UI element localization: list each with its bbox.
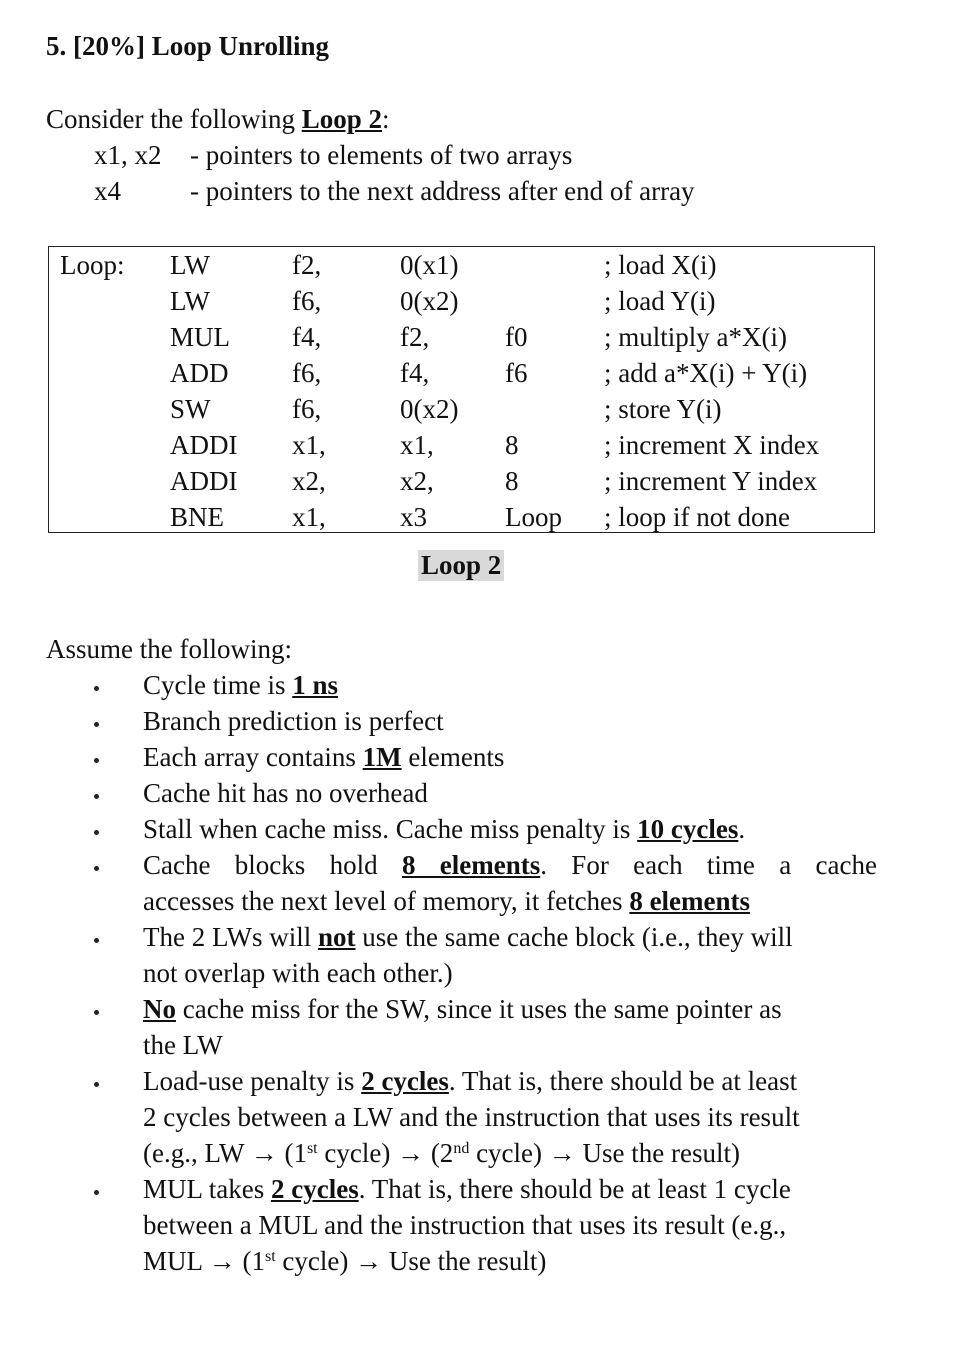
code-op: MUL <box>170 322 230 352</box>
list-item-continuation: accesses the next level of memory, it fetches 8 elements <box>143 886 751 916</box>
loop-ref: Loop 2 <box>301 104 383 134</box>
code-op: ADDI <box>170 466 238 496</box>
code-arg3: 8 <box>505 466 519 496</box>
list-item-continuation: not overlap with each other.) <box>143 958 453 988</box>
pointer-label-1: x1, x2 <box>94 140 162 170</box>
list-item: Cycle time is 1 ns <box>143 670 339 700</box>
code-arg1: f2, <box>292 250 322 280</box>
bullet-dot <box>94 722 99 727</box>
list-item: Branch prediction is perfect <box>143 706 444 736</box>
code-comment: ; add a*X(i) + Y(i) <box>604 358 808 388</box>
code-arg2: x2, <box>400 466 434 496</box>
intro-line <box>46 104 390 135</box>
list-item: Cache blocks hold 8 elements. For each time a cache <box>143 850 877 880</box>
code-arg2: 0(x2) <box>400 394 459 424</box>
code-arg3: f6 <box>505 358 528 388</box>
code-arg2: 0(x2) <box>400 286 459 316</box>
code-arg3: 8 <box>505 430 519 460</box>
code-op: SW <box>170 394 211 424</box>
loop-label: Loop: <box>60 250 125 280</box>
code-op: LW <box>170 286 210 316</box>
assumptions-title: Assume the following: <box>46 634 292 664</box>
list-item-continuation: between a MUL and the instruction that uses its result (e.g., <box>143 1210 787 1240</box>
bullet-dot <box>94 938 99 943</box>
code-arg3: Loop <box>505 502 562 532</box>
code-caption: Loop 2 <box>418 550 504 581</box>
bullet-dot <box>94 1082 99 1087</box>
bullet-dot <box>94 1010 99 1015</box>
code-arg2: 0(x1) <box>400 250 459 280</box>
intro-prefix: Consider the following <box>46 104 302 134</box>
code-comment: ; multiply a*X(i) <box>604 322 787 352</box>
code-comment: ; store Y(i) <box>604 394 722 424</box>
list-item: The 2 LWs will not use the same cache block (i.e., they will <box>143 922 793 952</box>
code-comment: ; load X(i) <box>604 250 717 280</box>
code-arg1: x2, <box>292 466 326 496</box>
pointer-desc-1: - pointers to elements of two arrays <box>190 140 573 170</box>
code-arg1: x1, <box>292 430 326 460</box>
list-item: Stall when cache miss. Cache miss penalty is 10 cycles. <box>143 814 746 844</box>
list-item: No cache miss for the SW, since it uses the same pointer as <box>143 994 782 1024</box>
code-listing <box>48 246 875 533</box>
bullet-dot <box>94 794 99 799</box>
code-op: BNE <box>170 502 224 532</box>
pointer-label-2: x4 <box>94 176 121 206</box>
intro-suffix: : <box>382 104 390 134</box>
code-op: LW <box>170 250 210 280</box>
code-arg3: f0 <box>505 322 528 352</box>
problem-heading: 5. [20%] Loop Unrolling <box>46 31 330 61</box>
bullet-dot <box>94 1190 99 1195</box>
code-arg1: f6, <box>292 286 322 316</box>
list-item-continuation: 2 cycles between a LW and the instruction that uses its result <box>143 1102 800 1132</box>
code-arg1: f6, <box>292 358 322 388</box>
code-arg1: f6, <box>292 394 322 424</box>
code-comment: ; increment X index <box>604 430 820 460</box>
code-comment: ; increment Y index <box>604 466 818 496</box>
list-item: Load-use penalty is 2 cycles. That is, there should be at least <box>143 1066 798 1096</box>
code-arg2: f4, <box>400 358 430 388</box>
code-arg2: x1, <box>400 430 434 460</box>
code-op: ADDI <box>170 430 238 460</box>
bullet-dot <box>94 686 99 691</box>
list-item-continuation: MUL → (1st cycle) → Use the result) <box>143 1246 547 1276</box>
list-item-continuation: (e.g., LW → (1st cycle) → (2nd cycle) → Use the result) <box>143 1138 740 1168</box>
code-comment: ; loop if not done <box>604 502 790 532</box>
code-arg1: f4, <box>292 322 322 352</box>
code-arg2: f2, <box>400 322 430 352</box>
code-arg2: x3 <box>400 502 427 532</box>
list-item: Cache hit has no overhead <box>143 778 428 808</box>
bullet-dot <box>94 866 99 871</box>
pointer-desc-2: - pointers to the next address after end of array <box>190 176 695 206</box>
list-item-continuation: the LW <box>143 1030 223 1060</box>
code-comment: ; load Y(i) <box>604 286 716 316</box>
bullet-dot <box>94 758 99 763</box>
list-item: Each array contains 1M elements <box>143 742 505 772</box>
code-op: ADD <box>170 358 229 388</box>
code-arg1: x1, <box>292 502 326 532</box>
bullet-dot <box>94 830 99 835</box>
list-item: MUL takes 2 cycles. That is, there should be at least 1 cycle <box>143 1174 791 1204</box>
